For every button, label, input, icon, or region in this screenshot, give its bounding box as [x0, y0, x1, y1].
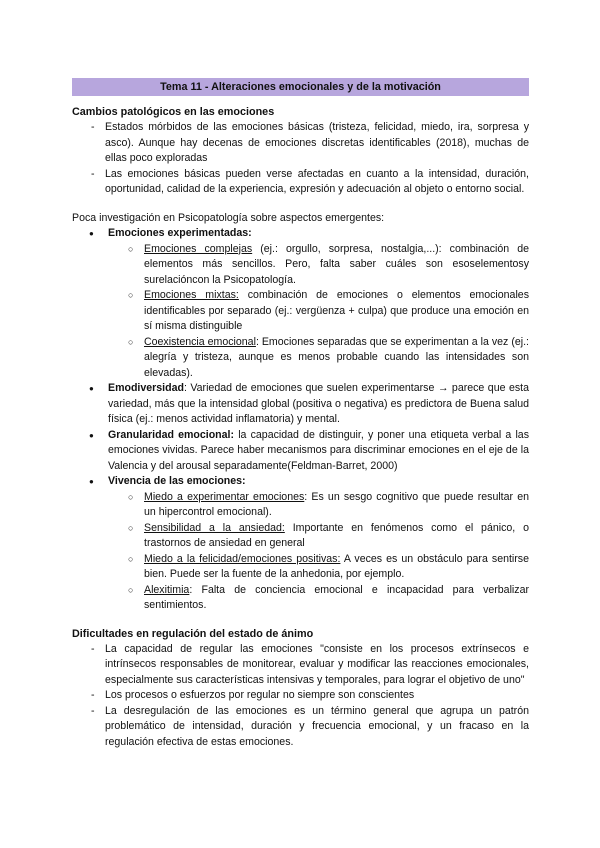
section-heading-dificultades: Dificultades en regulación del estado de ánimo: [72, 627, 314, 640]
bullet-label: Emociones experimentadas:: [108, 227, 252, 239]
term: Sensibilidad a la ansiedad:: [144, 521, 285, 534]
sub-item: ○ Miedo a la felicidad/emociones positivas: A veces es un obstáculo para sentirse bien. Puede ser la fuente de la anhedonia, por ejemplo.: [72, 552, 529, 583]
bullet-label: Granularidad emocional:: [108, 428, 235, 441]
bullet-label: Emodiversidad: [108, 382, 184, 394]
document-body: [72, 105, 529, 750]
term: Emociones mixtas:: [144, 289, 239, 301]
intro-paragraph: Poca investigación en Psicopatología sobre aspectos emergentes:: [72, 211, 385, 224]
sub-item: ○ Sensibilidad a la ansiedad: Importante en fenómenos como el pánico, o trastornos de ansiedad en general: [72, 521, 529, 552]
sub-item: ○ Alexitimia: Falta de conciencia emocional e incapacidad para verbalizar sentimientos.: [72, 583, 529, 614]
sub-item: ○ Miedo a experimentar emociones: Es un sesgo cognitivo que puede resultar en un hipercontrol emocional).: [72, 490, 529, 521]
bullet-vivencia: [72, 474, 529, 614]
bullet-emodiversidad: ● Emodiversidad: Variedad de emociones que suelen experimentarse → parece que esta variedad, más que la intensidad global (positiva o negativa) es predictora de Buena salud física (ej.: menos actividad inflamatoria) y mental.: [72, 381, 529, 428]
list-cambios: [72, 120, 529, 198]
list-item: - Estados mórbidos de las emociones básicas (tristeza, felicidad, miedo, ira, sorpresa y asco). Aunque hay decenas de emociones discretas identificables (2018), muchas de ellas poco exploradas: [72, 120, 529, 167]
list-dificultades: [72, 642, 529, 751]
list-item: - Las emociones básicas pueden verse afectadas en cuanto a la intensidad, duración, oportunidad, calidad de la experiencia, expresión y adecuación al objeto o entorno social.: [72, 167, 529, 198]
bullet-emociones-experimentadas: [72, 226, 529, 381]
term: Coexistencia emocional: [144, 335, 256, 348]
term: Alexitimia: [144, 583, 190, 596]
bullet-label: Vivencia de las emociones:: [108, 475, 246, 487]
term: Emociones complejas: [144, 242, 253, 255]
sub-item: ○ Emociones mixtas: combinación de emociones o elementos emocionales identificables por separado (ej.: vergüenza + culpa) que produce una emoción en sí misma distinguible: [72, 288, 529, 335]
sublist: [72, 490, 529, 614]
list-emergentes: [72, 226, 529, 614]
section-heading-cambios: Cambios patológicos en las emociones: [72, 106, 275, 118]
page-title: Tema 11 - Alteraciones emocionales y de la motivación: [72, 78, 529, 96]
list-item: - Los procesos o esfuerzos por regular no siempre son conscientes: [72, 688, 529, 704]
term: Miedo a la felicidad/emociones positivas:: [144, 552, 341, 565]
term: Miedo a experimentar emociones: [144, 490, 305, 503]
sub-item: ○ Coexistencia emocional: Emociones separadas que se experimentan a la vez (ej.: alegría y tristeza, aunque es menos probable cuando las intensidades son elevadas).: [72, 335, 529, 382]
list-item: - La capacidad de regular las emociones "consiste en los procesos extrínsecos e intrínsecos responsables de monitorear, evaluar y modificar las reacciones emocionales, especialmente sus características intensivas y temporales, para lograr el objetivo de uno": [72, 642, 529, 689]
list-item: - La desregulación de las emociones es un término general que agrupa un patrón problemático de intensidad, duración y frecuencia emocional, y un fracaso en la regulación efectiva de estas emociones.: [72, 704, 529, 751]
sublist: [72, 242, 529, 382]
bullet-granularidad: ● Granularidad emocional: la capacidad de distinguir, y poner una etiqueta verbal a las emociones vividas. Parece haber mecanismos para discriminar emociones en el eje de la Valencia y del arousal separadamente(Feldman-Barret, 2000): [72, 428, 529, 475]
sub-item: ○ Emociones complejas (ej.: orgullo, sorpresa, nostalgia,...): combinación de elementos más sencillos. Pero, falta saber cuáles son esoselementosy surelacióncon la Psicopatología.: [72, 242, 529, 289]
